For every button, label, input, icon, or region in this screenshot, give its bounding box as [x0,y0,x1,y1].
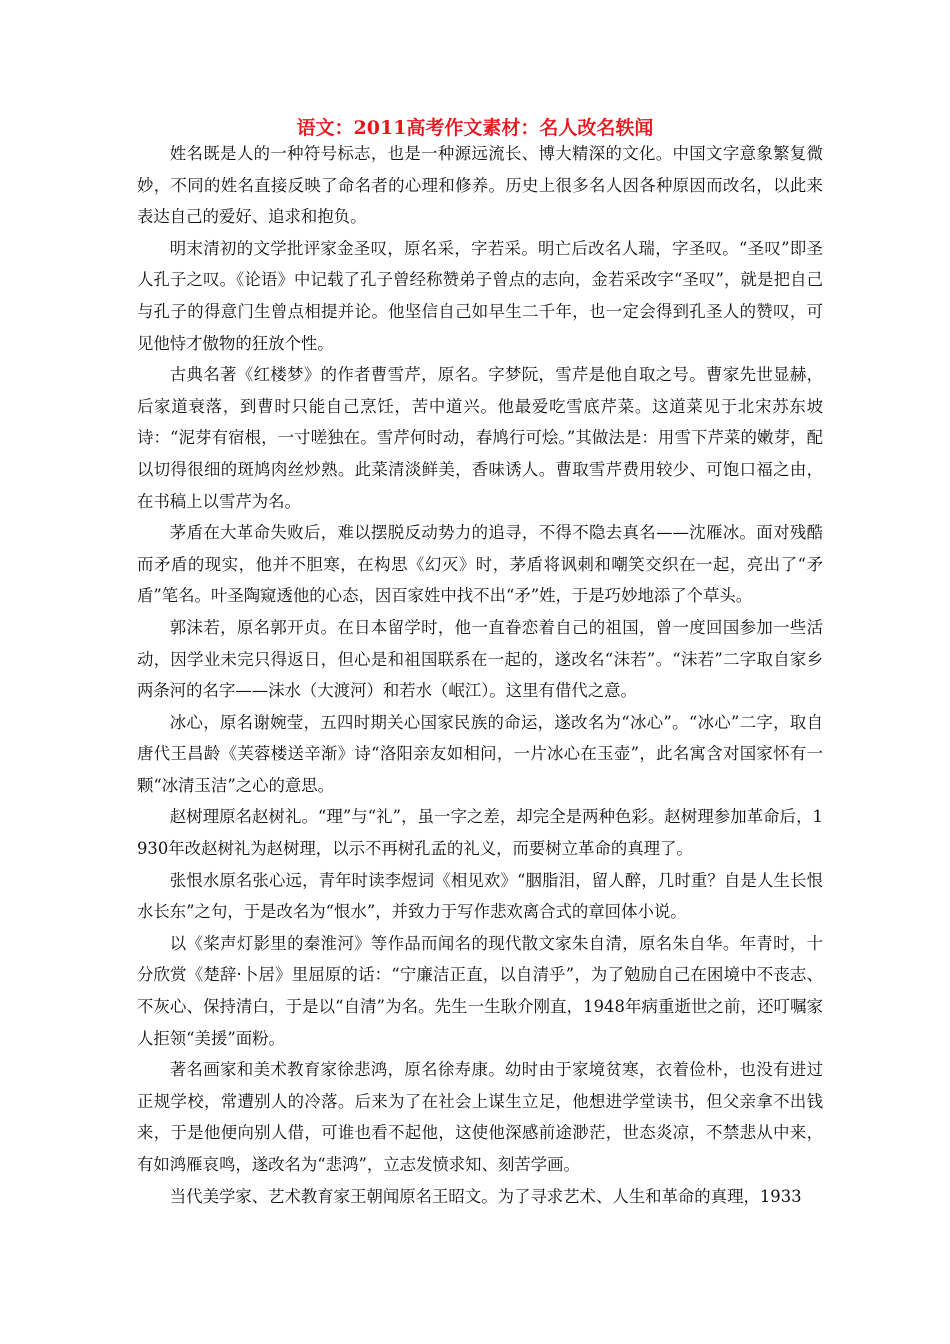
paragraph-intro: 姓名既是人的一种符号标志，也是一种源远流长、博大精深的文化。中国文字意象繁复微妙，不同的姓名直接反映了命名者的心理和修养。历史上很多名人因各种原因而改名，以此来表达自己的爱好、追求和抱负。 [137,144,823,227]
article-body [137,138,823,1212]
paragraph-wang-chaowen: 当代美学家、艺术教育家王朝闻原名王昭文。为了寻求艺术、人生和革命的真理，1933 [169,1186,802,1206]
page-title: 语文：2011高考作文素材：名人改名轶闻 [296,117,654,139]
paragraph-guo-moruo: 郭沫若，原名郭开贞。在日本留学时，他一直眷恋着自己的祖国，曾一度回国参加一些活动，因学业未完只得返日，但心是和祖国联系在一起的，遂改名“沫若”。“沫若”二字取自家乡两条河的名字——沫水（大渡河）和若水（岷江）。这里有借代之意。 [137,617,823,701]
paragraph-zhu-ziqing: 以《桨声灯影里的秦淮河》等作品而闻名的现代散文家朱自清，原名朱自华。年青时，十分欣赏《楚辞·卜居》里屈原的话：“宁廉洁正直，以自清乎”，为了勉励自己在困境中不丧志、不灰心、保持清白，于是以“自清”为名。先生一生耿介刚直，1948年病重逝世之前，还叮嘱家人拒领“美援”面粉。 [137,933,823,1048]
paragraph-zhao-shuli: 赵树理原名赵树礼。“理”与“礼”，虽一字之差，却完全是两种色彩。赵树理参加革命后，1930年改赵树礼为赵树理，以示不再树孔孟的礼义，而要树立革命的真理了。 [137,807,823,859]
paragraph-cao-xueqin: 古典名著《红楼梦》的作者曹雪芹，原名。字梦阮，雪芹是他自取之号。曹家先世显赫，后家道衰落，到曹时只能自己烹饪，苦中道兴。他最爱吃雪底芹菜。这道菜见于北宋苏东坡诗：“泥芽有宿根，一寸嗟独在。雪芹何时动，春鸠行可烩。”其做法是：用雪下芹菜的嫩芽，配以切得很细的斑鸠肉丝炒熟。此菜清淡鲜美，香味诱人。曹取雪芹费用较少、可饱口福之由，在书稿上以雪芹为名。 [137,365,823,511]
paragraph-jin-shengtan: 明末清初的文学批评家金圣叹，原名采，字若采。明亡后改名人瑞，字圣叹。“圣叹”即圣人孔子之叹。《论语》中记载了孔子曾经称赞弟子曾点的志向，金若采改字“圣叹”，就是把自己与孔子的得意门生曾点相提并论。他坚信自己如早生二千年，也一定会得到孔圣人的赞叹，可见他恃才傲物的狂放个性。 [137,238,823,353]
paragraph-xu-beihong: 著名画家和美术教育家徐悲鸿，原名徐寿康。幼时由于家境贫寒，衣着俭朴，也没有进过正规学校，常遭别人的冷落。后来为了在社会上谋生立足，他想进学堂读书，但父亲拿不出钱来，于是他便向别人借，可谁也看不起他，这使他深感前途渺茫，世态炎凉，不禁悲从中来，有如鸿雁哀鸣，遂改名为“悲鸿”，立志发愤求知、刻苦学画。 [137,1060,823,1174]
paragraph-zhang-henshui: 张恨水原名张心远，青年时读李煜词《相见欢》“胭脂泪，留人醉，几时重？自是人生长恨水长东”之句，于是改名为“恨水”，并致力于写作悲欢离合式的章回体小说。 [137,870,823,922]
paragraph-bing-xin: 冰心，原名谢婉莹，五四时期关心国家民族的命运，遂改名为“冰心”。“冰心”二字，取自唐代王昌龄《芙蓉楼送辛渐》诗“洛阳亲友如相问，一片冰心在玉壶”，此名寓含对国家怀有一颗“冰清玉洁”之心的意思。 [137,712,823,795]
paragraph-mao-dun: 茅盾在大革命失败后，难以摆脱反动势力的追寻，不得不隐去真名——沈雁冰。面对残酷而矛盾的现实，他并不胆寒，在构思《幻灭》时，茅盾将讽刺和嘲笑交织在一起，亮出了“矛盾”笔名。叶圣陶窥透他的心态，因百家姓中找不出“矛”姓，于是巧妙地添了个草头。 [137,523,823,606]
